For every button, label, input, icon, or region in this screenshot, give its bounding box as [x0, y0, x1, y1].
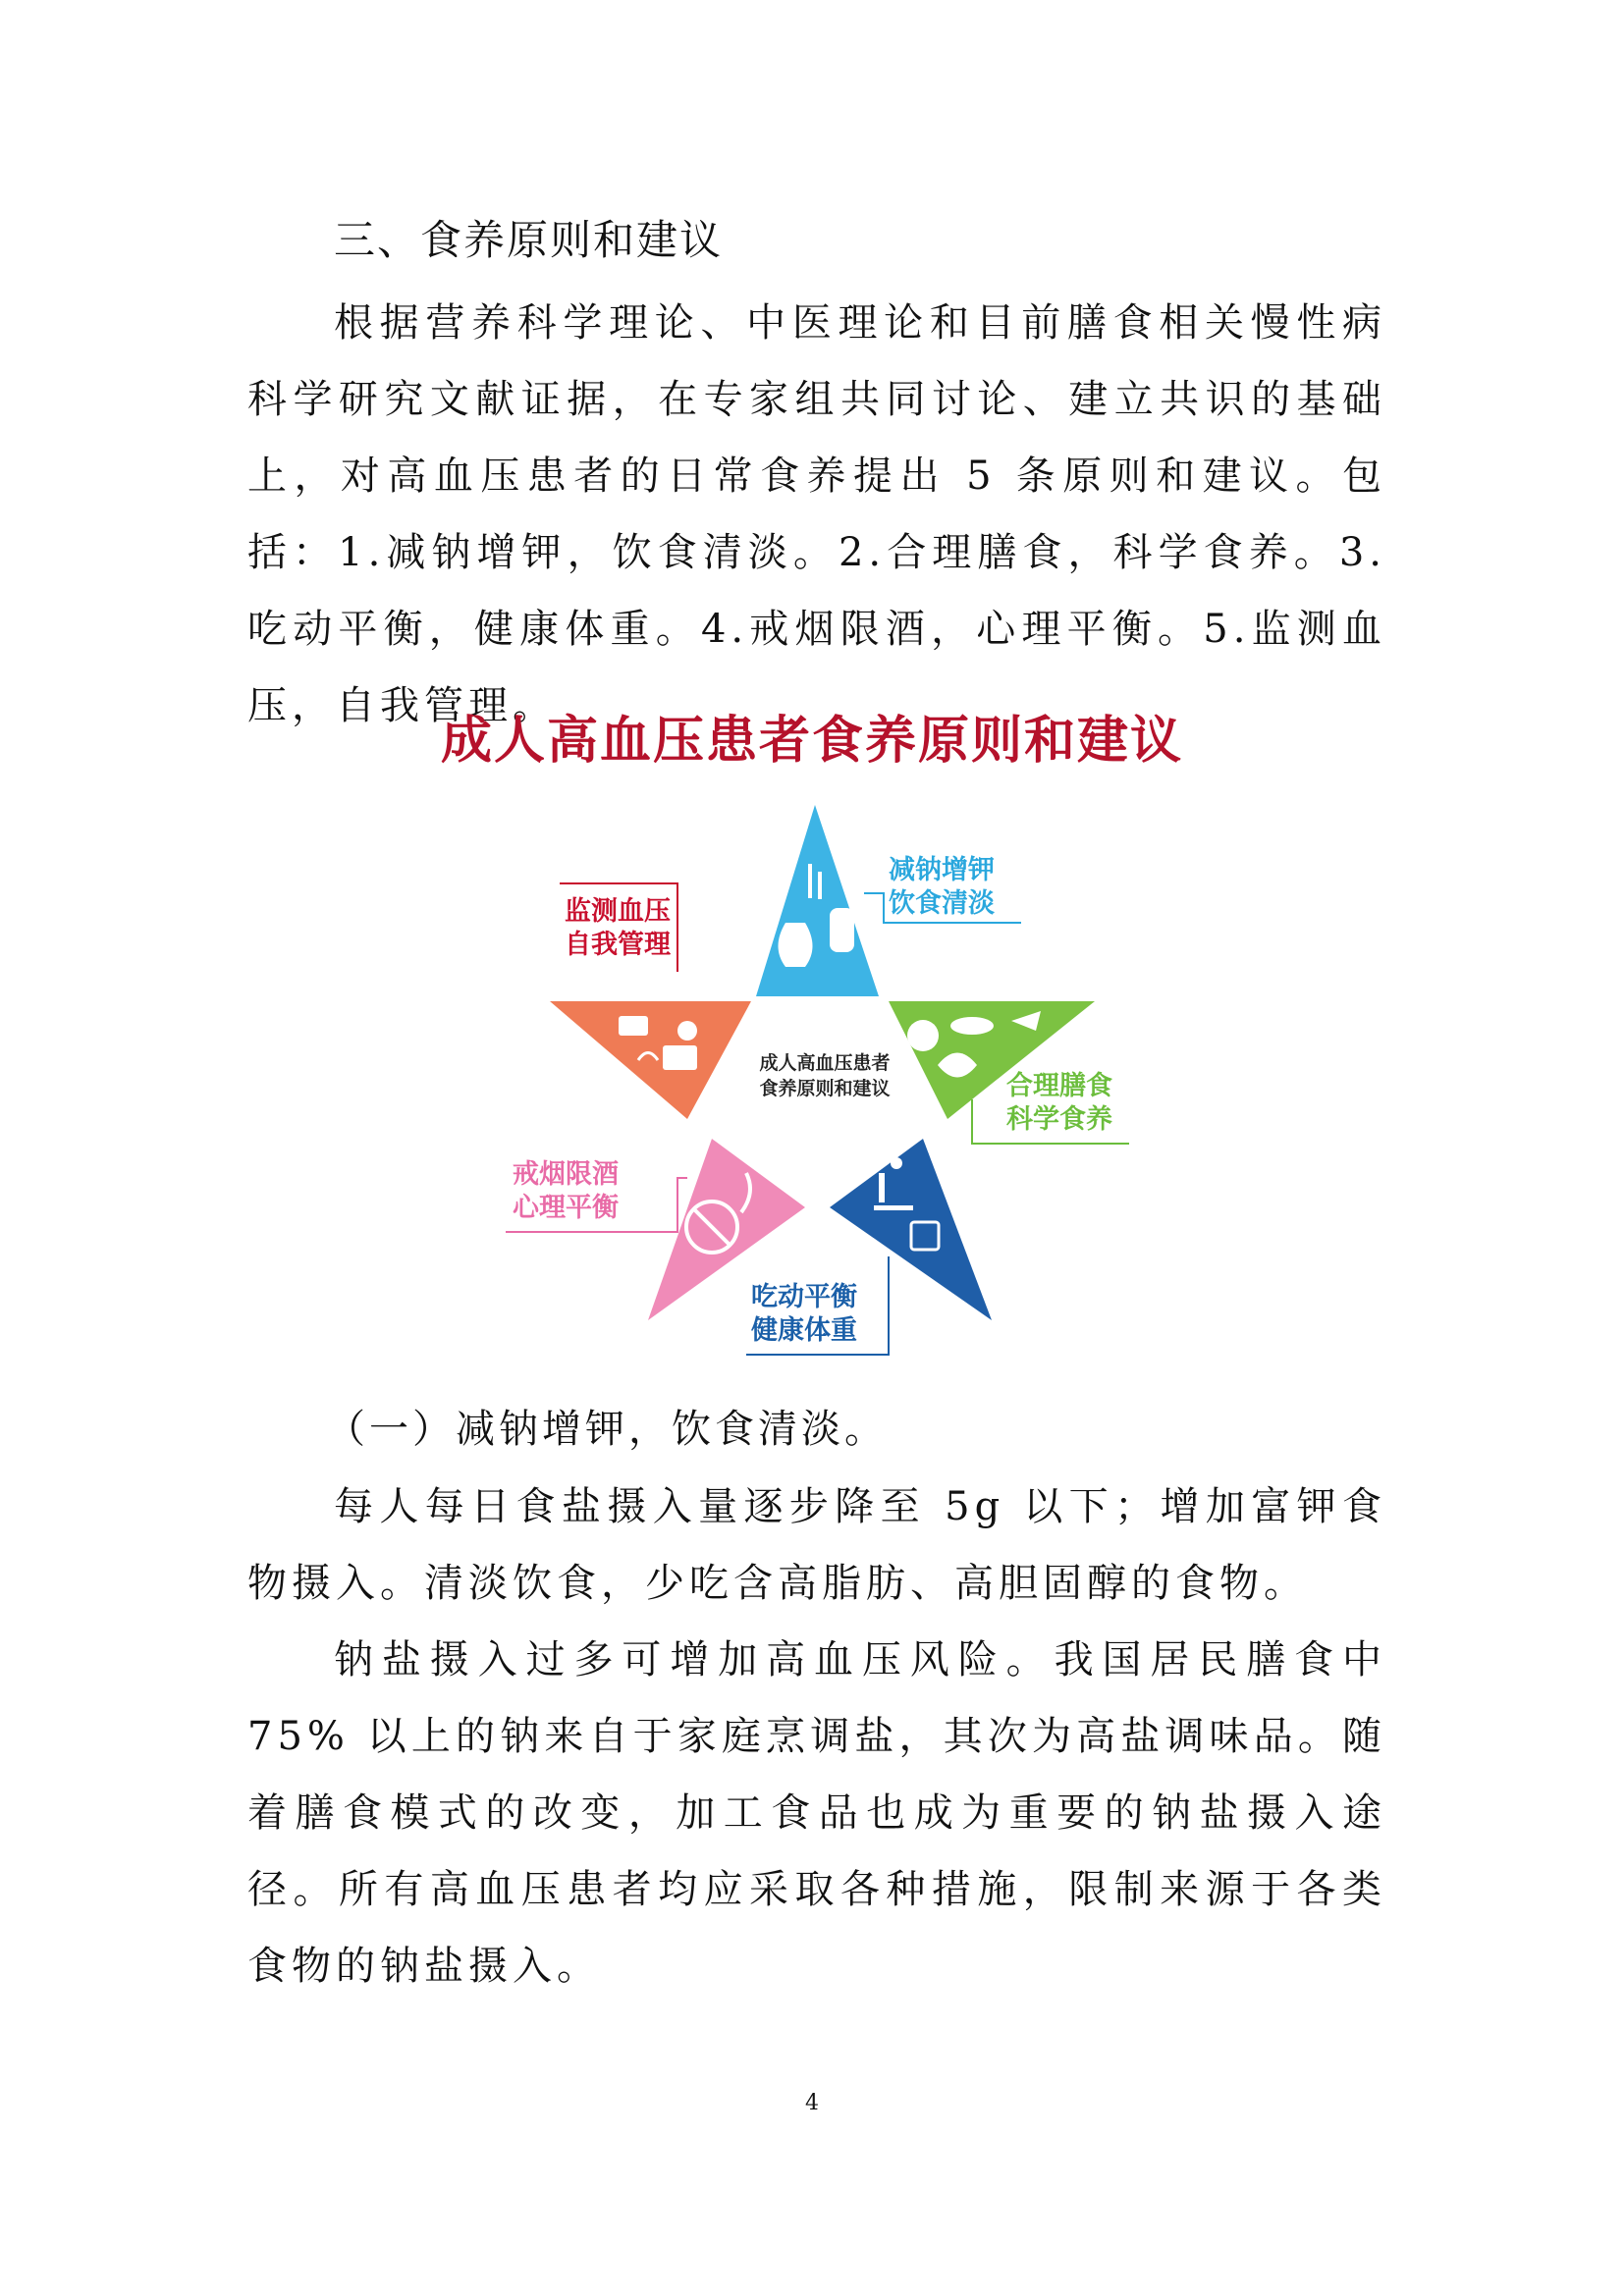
- label-reduce-sodium: [889, 854, 995, 921]
- section-heading: 三、食养原则和建议: [334, 216, 724, 264]
- paragraph-3: 钠盐摄入过多可增加高血压风险。我国居民膳食中 75% 以上的钠来自于家庭烹调盐，其次为高盐调味品。随着膳食模式的改变，加工食品也成为重要的钠盐摄入途径。所有高血压患者均应采取各种措施，限制来源于各类食物的钠盐摄入。: [247, 1637, 1386, 1989]
- paragraph-2: 每人每日食盐摄入量逐步降至 5g 以下；增加富钾食物摄入。清淡饮食，少吃含高脂肪、高胆固醇的食物。: [247, 1484, 1386, 1606]
- star-center-label: [727, 1050, 923, 1101]
- paragraph-2-block: [247, 1468, 1386, 1622]
- figure-title: 成人高血压患者食养原则和建议: [440, 712, 1183, 771]
- label-monitor-bp-line1: 监测血压: [565, 896, 671, 927]
- label-healthy-weight-line2: 健康体重: [751, 1315, 857, 1346]
- intro-paragraph: 根据营养科学理论、中医理论和目前膳食相关慢性病科学研究文献证据，在专家组共同讨论、建立共识的基础上，对高血压患者的日常食养提出 5 条原则和建议。包括：1.减钠增钾，饮食清淡。2.合理膳食，科学食养。3.吃动平衡，健康体重。4.戒烟限酒，心理平衡。5.监测血压，自我管理。: [247, 300, 1386, 728]
- label-healthy-weight: [751, 1281, 857, 1348]
- star-point-left: [550, 1001, 751, 1119]
- label-quit-smoking-line2: 心理平衡: [513, 1193, 619, 1223]
- label-balanced-diet: [1006, 1070, 1112, 1137]
- center-line-2: 食养原则和建议: [759, 1078, 891, 1099]
- label-reduce-sodium-line1: 减钠增钾: [889, 855, 995, 885]
- label-quit-smoking: [513, 1158, 619, 1225]
- label-healthy-weight-line1: 吃动平衡: [751, 1282, 857, 1312]
- center-line-1: 成人高血压患者: [759, 1052, 891, 1074]
- label-quit-smoking-line1: 戒烟限酒: [513, 1159, 619, 1190]
- page-number: 4: [805, 2091, 819, 2115]
- label-monitor-bp-line2: 自我管理: [565, 930, 671, 960]
- star-point-top: [756, 805, 879, 996]
- label-balanced-diet-line2: 科学食养: [1006, 1104, 1112, 1135]
- label-balanced-diet-line1: 合理膳食: [1006, 1071, 1112, 1101]
- label-monitor-bp: [565, 895, 671, 962]
- subsection-heading: （一）减钠增钾，饮食清淡。: [326, 1407, 888, 1452]
- label-reduce-sodium-line2: 饮食清淡: [889, 888, 995, 919]
- paragraph-3-block: [247, 1622, 1386, 2004]
